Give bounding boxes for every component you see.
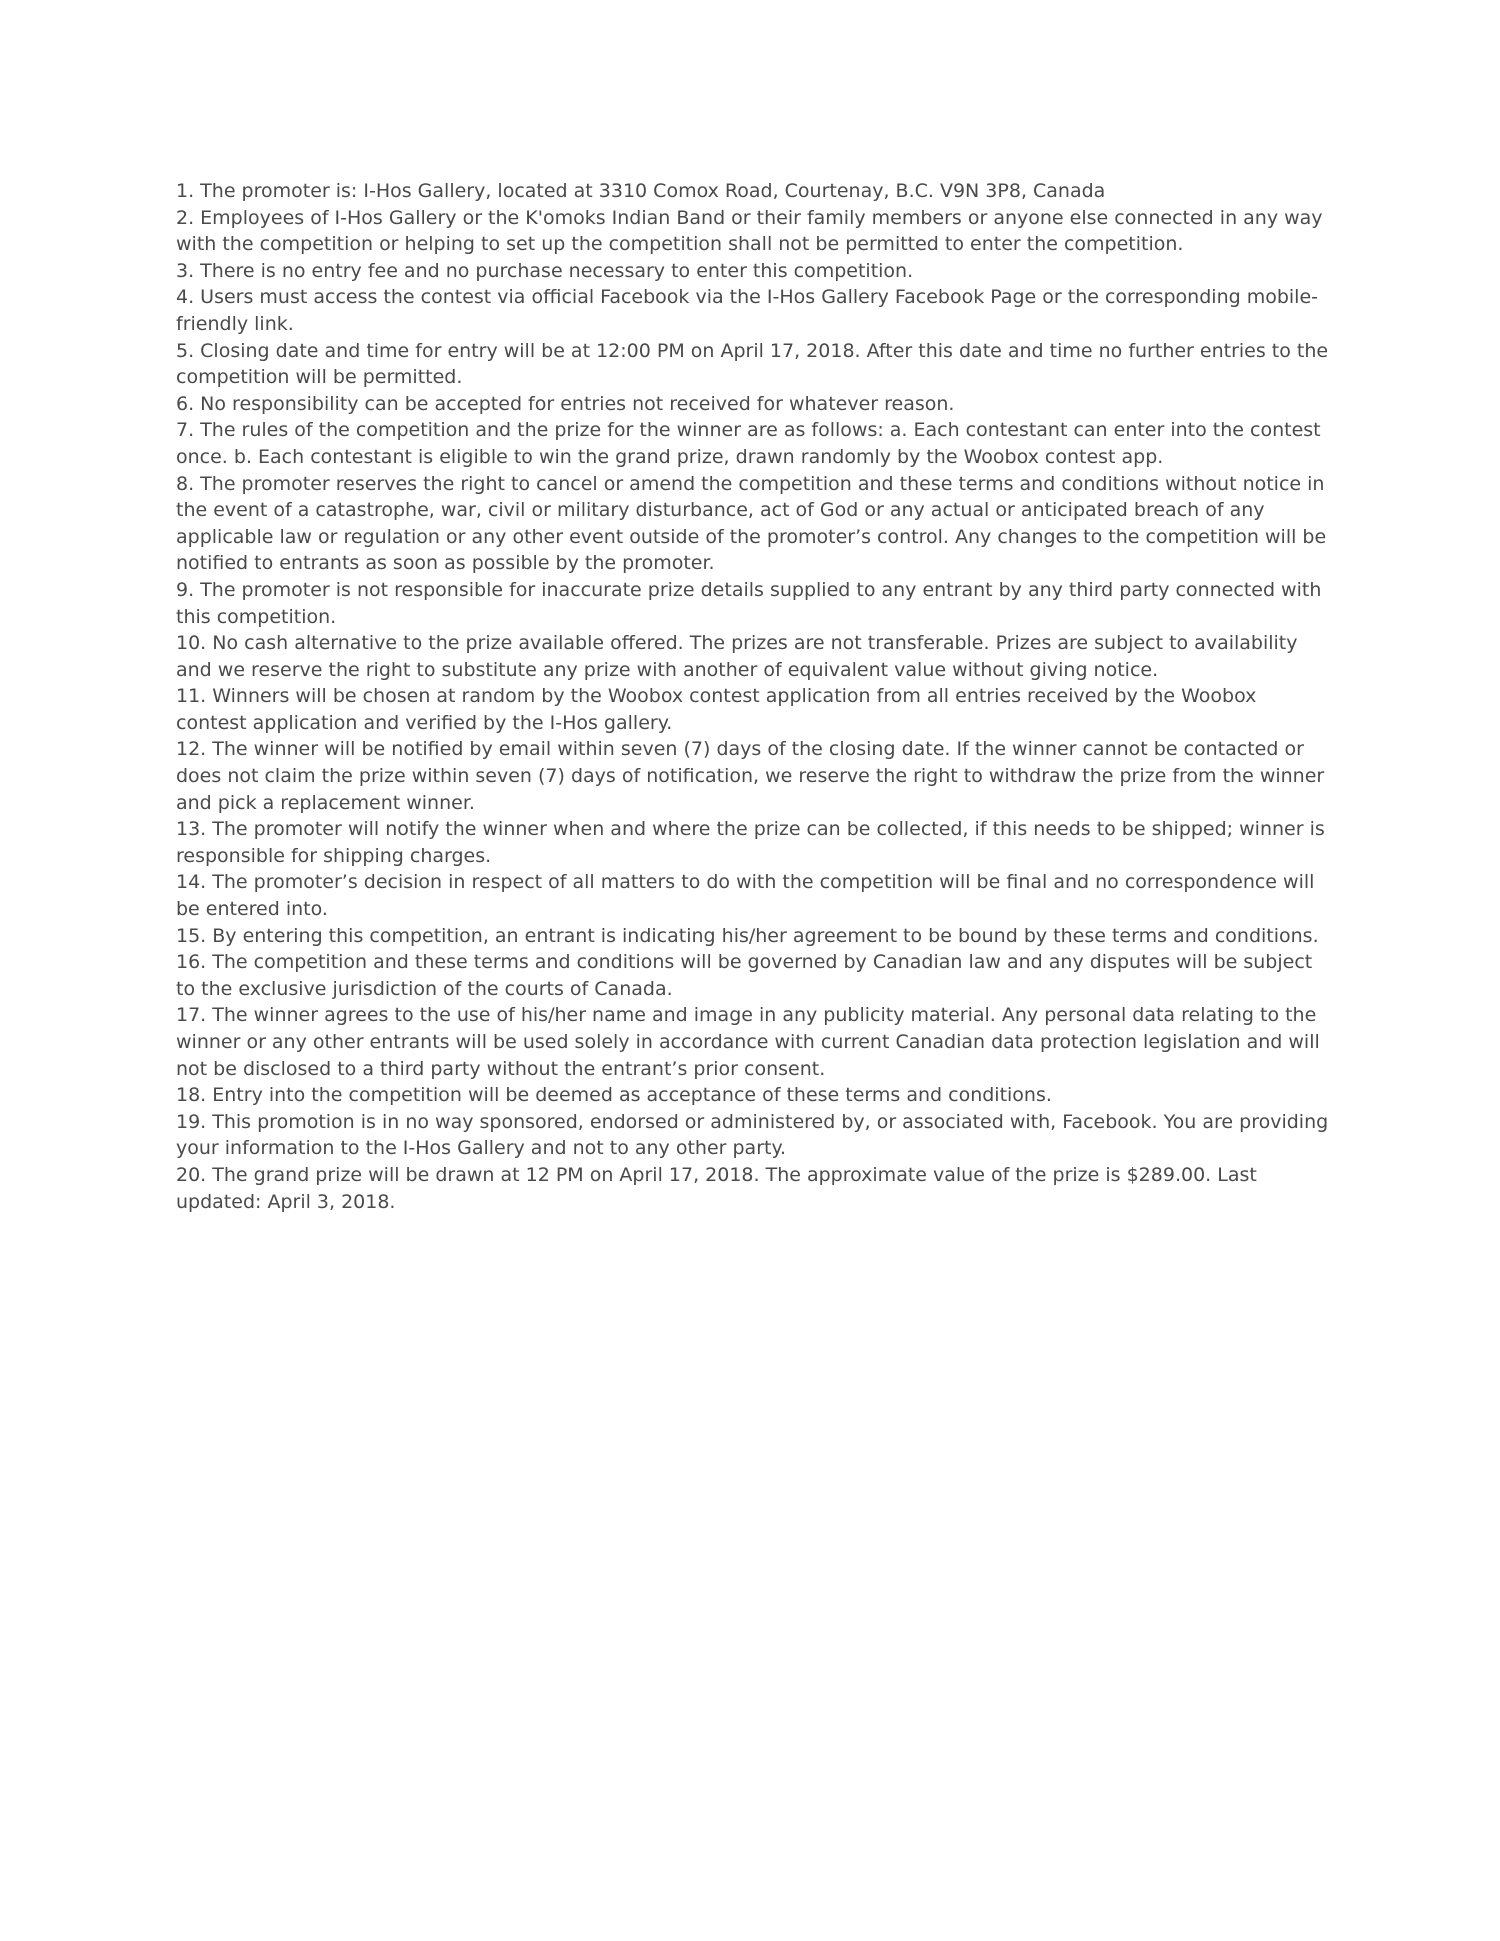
term-item: 7. The rules of the competition and the prize for the winner are as follows: a. Each contestant can enter into the contest once. b. Each contestant is eligible to win the grand prize, drawn randomly by the Woobox contest app. [176,419,1321,468]
term-item: 15. By entering this competition, an entrant is indicating his/her agreement to be bound by these terms and conditions. [176,924,1319,947]
term-item: 9. The promoter is not responsible for inaccurate prize details supplied to any entrant by any third party connected with this competition. [176,578,1322,628]
term-item: 19. This promotion is in no way sponsored, endorsed or administered by, or associated with, Facebook. You are providing your information to the I-Hos Gallery and not to any other party. [176,1110,1329,1160]
term-item: 5. Closing date and time for entry will be at 12:00 PM on April 17, 2018. After this date and time no further entries to the competition will be permitted. [176,339,1329,389]
term-item: 14. The promoter’s decision in respect of all matters to do with the competition will be final and no correspondence will be entered into. [176,871,1315,921]
term-item: 12. The winner will be notified by email within seven (7) days of the closing date. If the winner cannot be contacted or does not claim the prize within seven (7) days of notification, we reserve the right to withdraw the prize from the winner and pick a replacement winner. [176,738,1325,814]
term-item: 11. Winners will be chosen at random by the Woobox contest application from all entries received by the Woobox contest application and verified by the I-Hos gallery. [176,685,1257,734]
term-item: 10. No cash alternative to the prize available offered. The prizes are not transferable. Prizes are subject to availability and we reserve the right to substitute any prize with another of equivalent value without giving notice. [176,632,1298,681]
term-item: 16. The competition and these terms and conditions will be governed by Canadian law and any disputes will be subject to the exclusive jurisdiction of the courts of Canada. [176,951,1313,1000]
term-item: 13. The promoter will notify the winner when and where the prize can be collected, if this needs to be shipped; winner is responsible for shipping charges. [176,818,1325,867]
term-item: 2. Employees of I-Hos Gallery or the K'omoks Indian Band or their family members or anyone else connected in any way with the competition or helping to set up the competition shall not be permitted to enter the competition. [176,206,1323,256]
term-item: 4. Users must access the contest via official Facebook via the I-Hos Gallery Facebook Page or the corresponding mobile-friendly link. [176,286,1319,335]
term-item: 20. The grand prize will be drawn at 12 PM on April 17, 2018. The approximate value of the prize is $289.00. Last updated: April 3, 2018. [176,1163,1257,1213]
term-item: 8. The promoter reserves the right to cancel or amend the competition and these terms and conditions without notice in the event of a catastrophe, war, civil or military disturbance, act of God or any actual or anticipated breach of any applicable law or regulation or any other event outside of the promoter’s control. Any changes to the competition will be notified to entrants as soon as possible by the promoter. [176,472,1327,575]
term-item: 6. No responsibility can be accepted for entries not received for whatever reason. [176,392,955,415]
term-item: 18. Entry into the competition will be deemed as acceptance of these terms and conditions. [176,1084,1052,1107]
term-item: 17. The winner agrees to the use of his/her name and image in any publicity material. Any personal data relating to the winner or any other entrants will be used solely in accordance with current Canadian data protection legislation and will not be disclosed to a third party without the entrant’s prior consent. [176,1004,1320,1080]
term-item: 3. There is no entry fee and no purchase necessary to enter this competition. [176,259,914,282]
term-item: 1. The promoter is: I-Hos Gallery, located at 3310 Comox Road, Courtenay, B.C. V9N 3P8, Canada [176,180,1106,202]
terms-list [176,178,1331,1215]
